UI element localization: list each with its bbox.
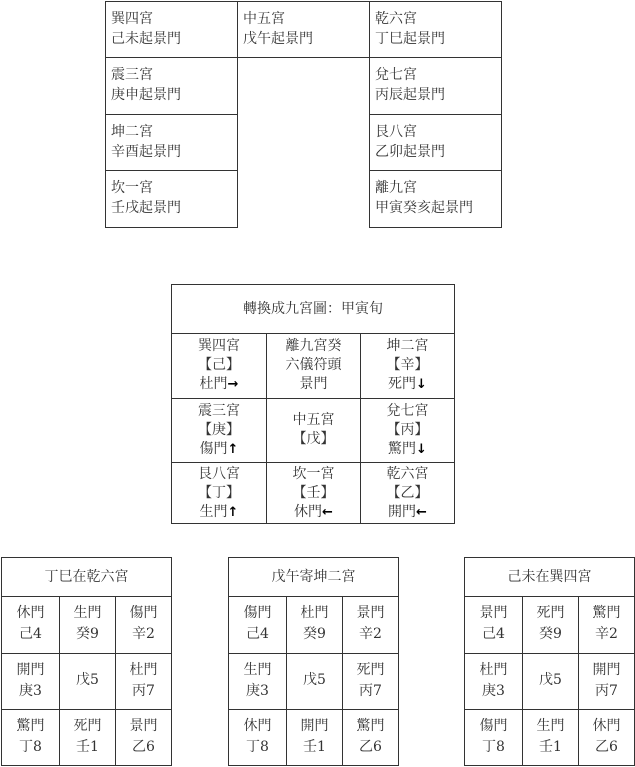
arrow-up-icon: ↑	[227, 442, 239, 457]
door-stem: 戊5	[303, 672, 326, 688]
door-cell	[342, 597, 398, 653]
palace-cell-dui7	[360, 398, 454, 462]
palace-door: 傷門	[199, 441, 228, 457]
door-name: 杜門	[129, 662, 158, 678]
palace-door: 景門	[299, 376, 328, 392]
palace-door: 休門	[294, 504, 323, 520]
door-cell	[578, 597, 634, 653]
door-stem: 庚3	[19, 683, 42, 699]
start-text: 丁巳起景門	[375, 31, 445, 47]
palace-name: 艮八宮	[375, 124, 417, 140]
arrow-down-icon: ↓	[416, 442, 427, 457]
door-stem: 丁8	[482, 739, 505, 755]
palace-name: 震三宮	[111, 67, 153, 83]
door-name: 休門	[16, 605, 45, 621]
palace-cell-gen8	[172, 462, 266, 523]
door-name: 杜門	[479, 662, 508, 678]
top-cell-zhen3	[105, 57, 238, 115]
door-stem: 戊5	[539, 672, 562, 688]
palace-stem: 【壬】	[292, 485, 335, 501]
door-name: 開門	[300, 718, 329, 734]
door-stem: 丙7	[132, 683, 155, 699]
door-name: 景門	[129, 718, 158, 734]
door-cell	[229, 653, 286, 709]
start-text: 丙辰起景門	[375, 87, 445, 103]
door-stem: 戊5	[76, 672, 99, 688]
door-name: 休門	[592, 718, 621, 734]
arrow-down-icon: ↓	[416, 377, 427, 392]
palace-name: 中五宮	[292, 412, 335, 428]
door-cell	[2, 653, 59, 709]
start-text: 辛酉起景門	[111, 144, 181, 160]
door-name: 景門	[479, 605, 508, 621]
palace-stem: 【辛】	[386, 357, 429, 373]
start-text: 戊午起景門	[243, 31, 313, 47]
palace-name: 乾六宮	[375, 11, 417, 27]
door-stem: 辛2	[132, 626, 155, 642]
door-cell	[578, 653, 634, 709]
palace-name: 坤二宮	[386, 338, 429, 354]
door-chart-title: 己未在巽四宮	[465, 558, 634, 597]
start-text: 己未起景門	[111, 31, 181, 47]
palace-name: 巽四宮	[198, 338, 240, 354]
door-cell	[465, 653, 522, 709]
door-stem: 己4	[482, 626, 505, 642]
door-name: 驚門	[356, 718, 385, 734]
door-stem: 壬1	[76, 739, 99, 755]
palace-stem: 【戊】	[292, 431, 335, 447]
palace-door: 死門	[388, 376, 417, 392]
palace-stem: 【庚】	[198, 422, 240, 438]
door-stem: 辛2	[359, 626, 382, 642]
door-name: 死門	[73, 718, 102, 734]
door-chart-title: 戊午寄坤二宮	[229, 558, 398, 597]
door-stem: 庚3	[246, 683, 269, 699]
door-cell	[2, 709, 59, 765]
palace-stem: 【丙】	[386, 422, 429, 438]
door-stem: 壬1	[303, 739, 326, 755]
door-name: 傷門	[479, 718, 508, 734]
top-cell-xun4	[105, 1, 238, 58]
palace-name: 巽四宮	[111, 11, 153, 27]
door-stem: 庚3	[482, 683, 505, 699]
palace-cell-zhen3	[172, 398, 266, 462]
door-name: 生門	[536, 718, 565, 734]
door-name: 驚門	[16, 718, 45, 734]
door-cell	[115, 597, 171, 653]
palace-stem: 六儀符頭	[285, 357, 342, 373]
door-name: 傷門	[243, 605, 272, 621]
door-cell	[465, 709, 522, 765]
palace-door: 杜門	[199, 376, 228, 392]
arrow-left-icon: ←	[416, 505, 427, 520]
door-name: 死門	[356, 662, 385, 678]
door-stem: 癸9	[303, 626, 326, 642]
palace-door: 生門	[199, 504, 228, 520]
palace-cell-kan1	[266, 462, 360, 523]
door-name: 景門	[356, 605, 385, 621]
door-name: 傷門	[129, 605, 158, 621]
start-text: 乙卯起景門	[375, 144, 445, 160]
door-stem: 乙6	[132, 739, 155, 755]
door-cell-center	[522, 653, 578, 709]
door-chart-wuwu	[228, 557, 399, 766]
door-cell	[286, 709, 342, 765]
door-cell	[229, 709, 286, 765]
top-cell-qian6	[369, 1, 502, 58]
door-cell	[286, 597, 342, 653]
start-text: 甲寅癸亥起景門	[375, 200, 473, 216]
palace-name: 坤二宮	[111, 124, 153, 140]
door-cell	[229, 597, 286, 653]
door-cell-center	[59, 653, 115, 709]
door-name: 生門	[243, 662, 272, 678]
palace-name: 離九宮	[375, 180, 417, 196]
palace-name: 坎一宮	[111, 180, 153, 196]
door-cell	[59, 709, 115, 765]
door-stem: 丁8	[246, 739, 269, 755]
door-stem: 癸9	[539, 626, 562, 642]
palace-cell-qian6	[360, 462, 454, 523]
door-stem: 乙6	[359, 739, 382, 755]
door-cell	[522, 597, 578, 653]
palace-cell-li9	[266, 334, 360, 398]
palace-name: 兌七宮	[375, 67, 417, 83]
door-cell	[342, 653, 398, 709]
palace-stem: 【乙】	[386, 485, 429, 501]
top-cell-kan1	[105, 170, 238, 228]
palace-door: 驚門	[388, 441, 417, 457]
arrow-left-icon: ←	[322, 505, 333, 520]
arrow-right-icon: →	[227, 377, 239, 392]
top-cell-li9	[369, 170, 502, 228]
door-stem: 壬1	[539, 739, 562, 755]
door-chart-title: 丁巳在乾六宮	[2, 558, 171, 597]
door-stem: 癸9	[76, 626, 99, 642]
door-name: 死門	[536, 605, 565, 621]
palace-name: 兌七宮	[386, 403, 429, 419]
palace-name: 乾六宮	[386, 466, 429, 482]
palace-cell-xun4	[172, 334, 266, 398]
door-stem: 乙6	[595, 739, 618, 755]
arrow-up-icon: ↑	[227, 505, 239, 520]
door-cell-center	[286, 653, 342, 709]
nine-palace-table	[171, 284, 455, 524]
palace-cell-kun2	[360, 334, 454, 398]
palace-door: 開門	[388, 504, 417, 520]
door-cell	[578, 709, 634, 765]
palace-cell-zhong5	[266, 398, 360, 462]
palace-name: 離九宮癸	[285, 338, 342, 354]
palace-stem: 【丁】	[198, 485, 240, 501]
start-text: 壬戌起景門	[111, 200, 181, 216]
door-cell	[59, 597, 115, 653]
door-name: 生門	[73, 605, 102, 621]
top-cell-gen8	[369, 114, 502, 171]
top-cell-dui7	[369, 57, 502, 115]
door-cell	[342, 709, 398, 765]
top-cell-zhong5	[237, 1, 370, 58]
door-name: 杜門	[300, 605, 329, 621]
door-stem: 己4	[246, 626, 269, 642]
door-stem: 丙7	[359, 683, 382, 699]
palace-name: 中五宮	[243, 11, 285, 27]
door-cell	[522, 709, 578, 765]
door-cell	[115, 709, 171, 765]
door-stem: 丙7	[595, 683, 618, 699]
door-chart-jiwei	[464, 557, 635, 766]
palace-name: 震三宮	[198, 403, 240, 419]
nine-palace-title: 轉換成九宮圖：甲寅旬	[172, 285, 454, 334]
door-cell	[115, 653, 171, 709]
door-cell	[465, 597, 522, 653]
door-chart-dingsi	[1, 557, 172, 766]
door-stem: 己4	[19, 626, 42, 642]
door-stem: 丁8	[19, 739, 42, 755]
door-name: 開門	[592, 662, 621, 678]
top-cell-kun2	[105, 114, 238, 171]
start-text: 庚申起景門	[111, 87, 181, 103]
door-stem: 辛2	[595, 626, 618, 642]
door-name: 驚門	[592, 605, 621, 621]
palace-name: 坎一宮	[292, 466, 335, 482]
palace-name: 艮八宮	[198, 466, 240, 482]
door-name: 休門	[243, 718, 272, 734]
door-cell	[2, 597, 59, 653]
door-name: 開門	[16, 662, 45, 678]
palace-stem: 【己】	[198, 357, 240, 373]
